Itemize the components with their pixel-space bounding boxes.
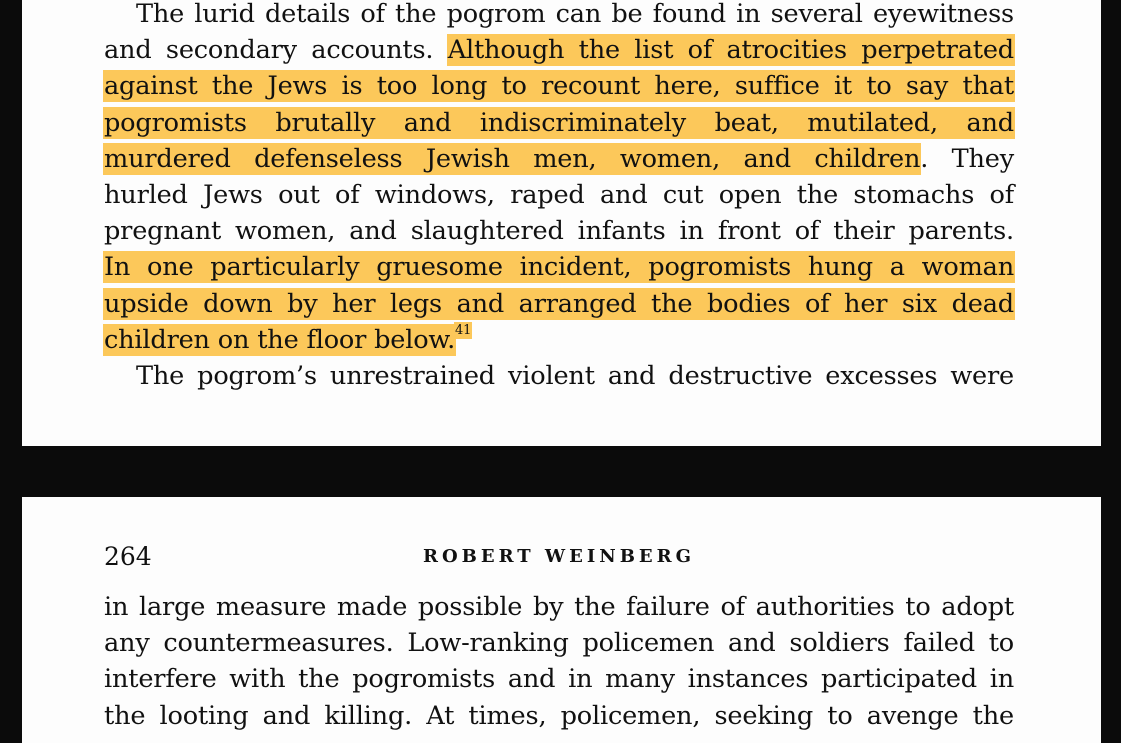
text-line — [104, 322, 1014, 358]
text-line — [104, 32, 1014, 68]
highlighted-text: children on the floor below. — [104, 324, 456, 355]
body-text-top — [104, 0, 1014, 394]
highlighted-text: murdered defenseless Jewish men, women, and children — [104, 143, 921, 174]
body-text-bottom — [104, 589, 1014, 734]
highlighted-text: against the Jews is too long to recount here, suffice it to say that — [104, 71, 1014, 102]
highlighted-text: upside down by her legs and arranged the bodies of her six dead — [104, 288, 1014, 319]
running-head-author: ROBERT WEINBERG — [423, 546, 695, 567]
text-line — [104, 625, 1014, 661]
text-run: interfere with the pogromists and in many instances participated in — [104, 664, 1014, 695]
paragraph — [104, 358, 1014, 394]
text-line — [104, 589, 1014, 625]
text-line — [104, 0, 1014, 32]
page-number: 264 — [104, 542, 152, 571]
text-run: the looting and killing. At times, policemen, seeking to avenge the — [104, 700, 1014, 731]
text-run: . They — [920, 143, 1014, 174]
highlighted-text: In one particularly gruesome incident, pogromists hung a woman — [104, 252, 1014, 283]
text-line — [104, 213, 1014, 249]
text-line — [104, 358, 1014, 394]
text-run: and secondary accounts. — [104, 35, 448, 66]
text-line — [104, 177, 1014, 213]
text-run: any countermeasures. Low-ranking policemen and soldiers failed to — [104, 628, 1014, 659]
paragraph — [104, 0, 1014, 358]
footnote-marker: 41 — [455, 322, 472, 338]
highlighted-text: pogromists brutally and indiscriminately beat, mutilated, and — [104, 107, 1014, 138]
text-run: The lurid details of the pogrom can be found in several eyewitness — [136, 0, 1014, 29]
text-run: hurled Jews out of windows, raped and cut open the stomachs of — [104, 179, 1014, 210]
text-line — [104, 249, 1014, 285]
running-head — [104, 539, 1014, 575]
text-line — [104, 141, 1014, 177]
text-run: pregnant women, and slaughtered infants in front of their parents. — [104, 216, 1014, 247]
text-line — [104, 105, 1014, 141]
text-run: The pogrom’s unrestrained violent and destructive excesses were — [136, 360, 1014, 391]
highlighted-text: Although the list of atrocities perpetrated — [447, 35, 1014, 66]
text-line — [104, 68, 1014, 104]
book-page-excerpt-top — [22, 0, 1101, 446]
text-line — [104, 661, 1014, 697]
text-line — [104, 286, 1014, 322]
text-run: in large measure made possible by the failure of authorities to adopt — [104, 592, 1014, 622]
book-page-excerpt-bottom — [22, 497, 1101, 743]
paragraph — [104, 589, 1014, 734]
text-line — [104, 698, 1014, 734]
